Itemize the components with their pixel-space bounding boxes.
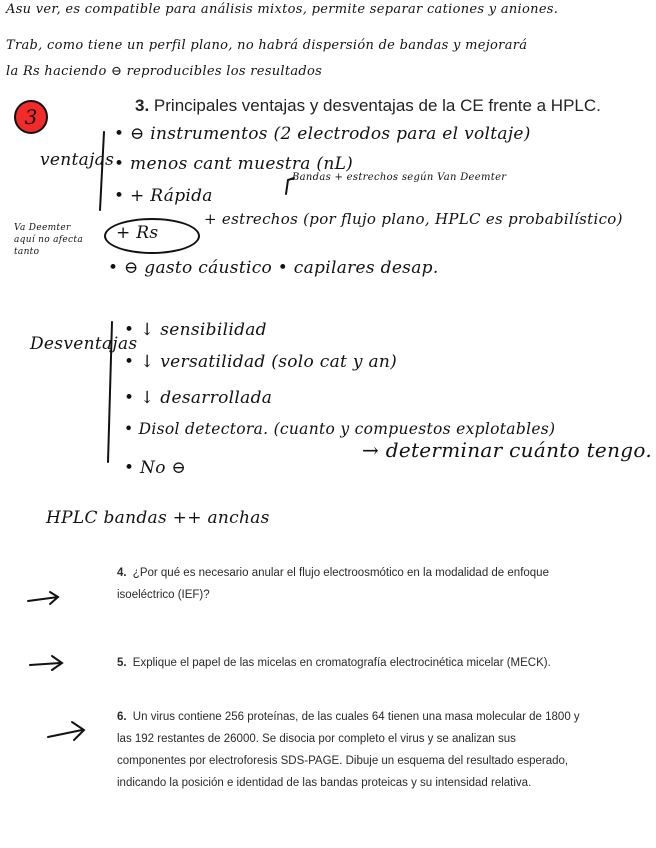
desventajas-label: Desventajas [30,334,138,354]
desventaja-item-4: • Disol detectora. (cuanto y compuestos explotables) [124,420,556,438]
question-4-number: 4. [117,567,127,579]
circled-number-badge [14,100,48,134]
question-4-arrow-mark [28,597,58,601]
desventaja-item-3: • ↓ desarrollada [124,388,273,408]
question-4-arrowhead-mark [50,592,58,604]
hplc-note: HPLC bandas ++ anchas [46,508,270,528]
question-5 [117,652,597,674]
desventaja-item-2: • ↓ versatilidad (solo cat y an) [124,352,398,372]
bandas-note: Bandas + estrechos según Van Deemter [292,172,507,183]
question-4 [117,562,597,606]
question-5-number: 5. [117,657,127,669]
question-6-number: 6. [117,711,127,723]
question-6-text: Un virus contiene 256 proteínas, de las cuales 64 tienen una masa molecular de 1800 y las 192 restantes de 26000. Se disocia por completo el virus y se analizan sus componentes por electroforesis SDS-PAGE. Dibuje un esquema del resultado esperado, indicando la posición e identidad de las bandas proteicas y su intensidad relativa. [117,711,580,789]
ventaja-item-1: • ⊖ instrumentos (2 electrodos para el voltaje) [114,124,531,144]
question-6-arrow-mark [48,730,82,737]
section-3-text: Principales ventajas y desventajas de la CE frente a HPLC. [153,96,601,115]
ventaja-item-3: • + Rápida [114,186,213,206]
question-6-arrowhead-mark [72,722,84,740]
question-5-text: Explique el papel de las micelas en cromatografía electrocinética micelar (MECK). [132,657,551,669]
section-3-title [135,96,601,116]
van-deemter-side-note: Va Deemter aquí no afecta tanto [14,223,83,257]
question-5-arrowhead-mark [52,656,62,670]
ventajas-label: ventajas [40,150,115,170]
ventaja-item-5: • ⊖ gasto cáustico • capilares desap. [108,258,439,278]
handwritten-line-1: Asu ver, es compatible para análisis mixtos, permite separar cationes y aniones. [6,2,559,17]
determinar-note: → determinar cuánto tengo. [362,438,652,462]
ventaja-item-2: • menos cant muestra (nL) [114,154,354,174]
desventaja-item-1: • ↓ sensibilidad [124,320,267,340]
ventaja-item-4: + Rs [116,223,159,243]
section-3-number: 3. [135,96,150,115]
ventaja-item-4-detail: + estrechos (por flujo plano, HPLC es probabilístico) [204,210,623,228]
desventaja-item-5: • No ⊖ [124,458,186,478]
handwritten-line-3: la Rs haciendo ⊖ reproducibles los resultados [6,64,323,79]
question-5-arrow-mark [30,663,60,665]
handwritten-line-2: Trab, como tiene un perfil plano, no habrá dispersión de bandas y mejorará [6,38,528,53]
question-4-text: ¿Por qué es necesario anular el flujo electroosmótico en la modalidad de enfoque isoeléctrico (IEF)? [117,567,549,601]
question-6 [117,706,587,794]
circled-number: 3 [24,105,38,129]
ventajas-bracket-mark [100,132,104,210]
